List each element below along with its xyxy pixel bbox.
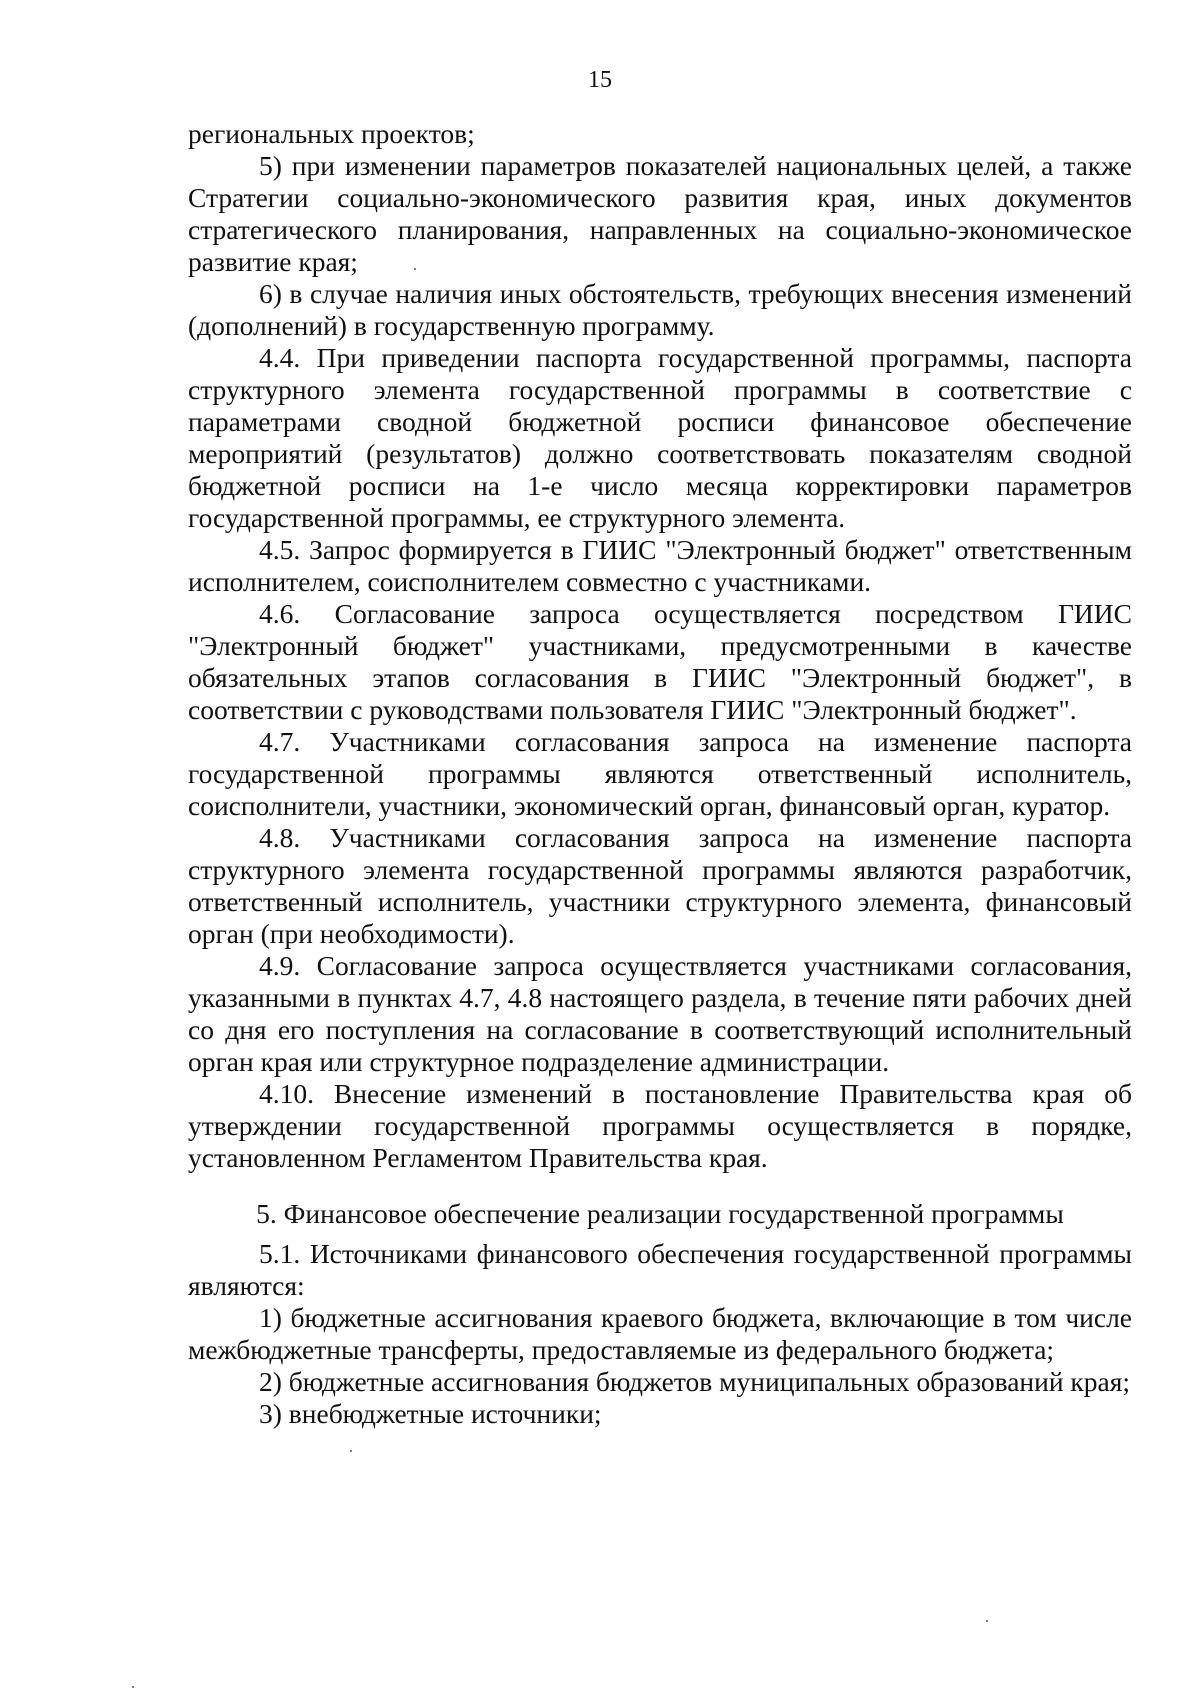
- paragraph: 1) бюджетные ассигнования краевого бюджета, включающие в том числе межбюджетные трансферты, предоставляемые из федерального бюджета;: [188, 1302, 1132, 1365]
- paragraph: 6) в случае наличия иных обстоятельств, требующих внесения изменений (дополнений) в государственную программу.: [188, 278, 1132, 341]
- paragraph: 4.9. Согласование запроса осуществляется участниками согласования, указанными в пунктах 4.7, 4.8 настоящего раздела, в течение пяти рабочих дней со дня его поступления на согласование в соответствующий исполнительный орган края или структурное подразделение администрации.: [188, 950, 1132, 1077]
- paragraph: 4.8. Участниками согласования запроса на изменение паспорта структурного элемента государственной программы являются разработчик, ответственный исполнитель, участники структурного элемента, финансовый орган (при необходимости).: [188, 822, 1132, 949]
- scan-speck: [132, 1686, 134, 1688]
- document-body: [188, 118, 1132, 1430]
- paragraph: 5.1. Источниками финансового обеспечения государственной программы являются:: [188, 1238, 1132, 1301]
- paragraph: 3) внебюджетные источники;: [259, 1398, 602, 1429]
- scan-speck: [350, 1450, 352, 1452]
- paragraph: 4.10. Внесение изменений в постановление Правительства края об утверждении государственной программы осуществляется в порядке, установленном Регламентом Правительства края.: [188, 1078, 1132, 1173]
- scan-speck: [986, 1620, 988, 1622]
- page-number: 15: [588, 67, 612, 93]
- paragraph: 4.7. Участниками согласования запроса на изменение паспорта государственной программы являются ответственный исполнитель, соисполнители, участники, экономический орган, финансовый орган, куратор.: [188, 726, 1132, 821]
- section-heading: 5. Финансовое обеспечение реализации государственной программы: [256, 1198, 1064, 1229]
- paragraph: 2) бюджетные ассигнования бюджетов муниципальных образований края;: [259, 1366, 1131, 1397]
- paragraph: 4.6. Согласование запроса осуществляется посредством ГИИС "Электронный бюджет" участниками, предусмотренными в качестве обязательных этапов согласования в ГИИС "Электронный бюджет", в соответствии с руководствами пользователя ГИИС "Электронный бюджет".: [188, 598, 1132, 725]
- paragraph: 5) при изменении параметров показателей национальных целей, а также Стратегии социально-экономического развития края, иных документов стратегического планирования, направленных на социально-экономическое развитие края;: [188, 150, 1132, 277]
- paragraph: региональных проектов;: [188, 118, 475, 149]
- scan-speck: [414, 268, 416, 270]
- paragraph: 4.5. Запрос формируется в ГИИС "Электронный бюджет" ответственным исполнителем, соисполнителем совместно с участниками.: [188, 534, 1132, 597]
- paragraph: 4.4. При приведении паспорта государственной программы, паспорта структурного элемента государственной программы в соответствие с параметрами сводной бюджетной росписи финансовое обеспечение мероприятий (результатов) должно соответствовать показателям сводной бюджетной росписи на 1-е число месяца корректировки параметров государственной программы, ее структурного элемента.: [188, 342, 1132, 533]
